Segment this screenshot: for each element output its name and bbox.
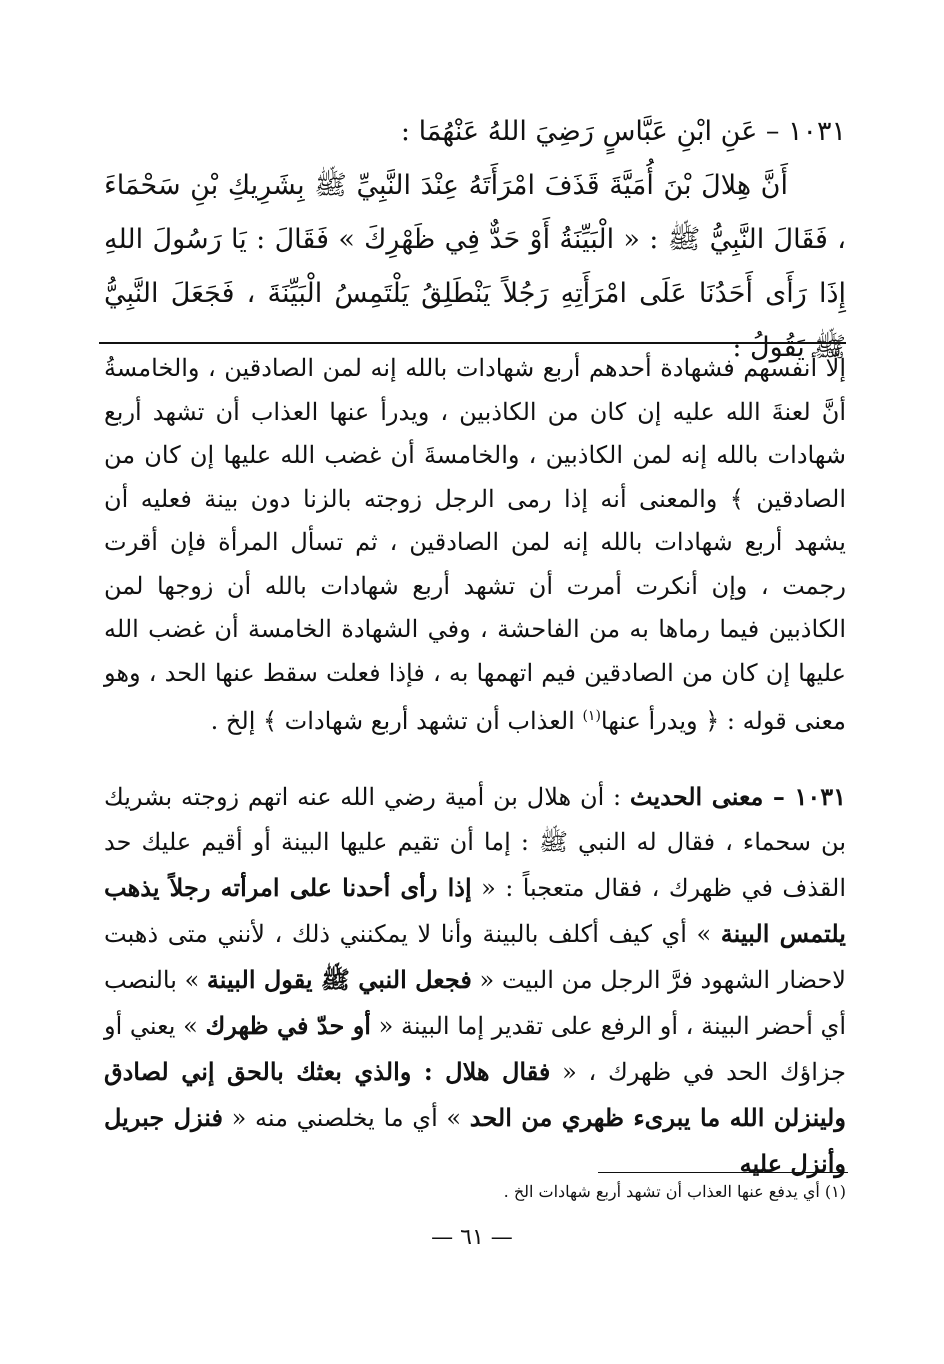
- hadith-text: أَنَّ هِلالَ بْنَ أُمَيَّةَ قَذَفَ امْرَأَتَهُ عِنْدَ النَّبِيِّ ﷺ بِشَرِيكِ بْنِ سَحْمَاءَ ، فَقَالَ النَّبِيُّ ﷺ : « الْبَيِّنَةُ أَوْ حَدٌّ فِي ظَهْرِكَ » فَقَالَ : يَا رَسُولَ اللهِ إِذَا رَأَى أَحَدُنَا عَلَى امْرَأَتِهِ رَجُلاً يَنْطَلِقُ يَلْتَمِسُ الْبَيِّنَةَ ، فَجَعَلَ النَّبِيُّ ﷺ يَقُولُ :: [104, 170, 846, 363]
- meaning-text-2: » أي كيف أكلف بالبينة وأنا لا يمكنني ذلك ، لأنني متى ذهبت لاحضار الشهود فرَّ الرجل من البيت «: [104, 920, 846, 994]
- footnote: (١) أي يدفع عنها العذاب أن تشهد أربع شهادات الخ .: [503, 1182, 846, 1201]
- meaning-text: [104, 774, 846, 1187]
- meaning-block: [104, 774, 846, 1187]
- meaning-text-5: » أي ما يخلصني منه «: [231, 1104, 462, 1132]
- meaning-quote-4: فقال هلال : والذي بعثك بالحق إني لصادق ولينزلن الله ما يبرىء ظهري من الحد: [104, 1057, 846, 1132]
- meaning-text-3: » بالنصب أي أحضر البينة ، أو الرفع على تقدير إما البينة «: [104, 966, 846, 1040]
- footnote-rule: [598, 1172, 848, 1173]
- page-number: — ٦١ —: [431, 1225, 513, 1250]
- hadith-heading: ١٠٣١ – عَنِ ابْنِ عَبَّاسٍ رَضِيَ اللهُ عَنْهُمَا :: [400, 116, 846, 147]
- commentary-block: [104, 347, 846, 744]
- meaning-heading: ١٠٣١ – معنى الحديث: [629, 782, 846, 811]
- meaning-quote-3: أو حدّ في ظهرك: [205, 1011, 371, 1040]
- meaning-quote-2: فجعل النبي ﷺ يقول البينة: [206, 965, 472, 994]
- meaning-quote-1: إذا رأى أحدنا على امرأته رجلاً يذهب يلتمس البينة: [104, 873, 846, 948]
- meaning-quote-5: فنزل جبريل وأنزل عليه: [104, 1103, 846, 1178]
- commentary-text-a: إلّا أنفسهم فشهادة أحدهم أربع شهادات بالله إنه لمن الصادقين ، والخامسةُ أنَّ لعنةَ الله عليه إن كان من الكاذبين ، ويدرأ عنها العذاب أن تشهد أربع شهادات بالله إنه لمن الكاذبين ، والخامسةَ أن غضب الله عليها إن كان من الصادقين ﴾ والمعنى أنه إذا رمى الرجل زوجته بالزنا دون بينة فعليه أن يشهد أربع شهادات بالله إنه لمن الصادقين ، ثم تسأل المرأة فإن أقرت رجمت ، وإن أنكرت أمرت أن تشهد أربع شهادات بالله أن زوجها لمن الكاذبين فيما رماها به من الفاحشة ، وفي الشهادة الخامسة أن غضب الله عليها إن كان من الصادقين فيم اتهمها به ، فإذا فعلت سقط عنها الحد ، وهو معنى قوله : ﴿ ويدرأ عنها: [104, 354, 846, 735]
- meaning-text-4: » يعني أو جزاؤك الحد في ظهرك ، «: [104, 1012, 846, 1086]
- hadith-block: [104, 105, 846, 375]
- separator-rule: [99, 342, 846, 344]
- footnote-mark: (١): [582, 708, 601, 724]
- commentary-text: [104, 347, 846, 744]
- commentary-text-b: العذاب أن تشهد أربع شهادات ﴾ إلخ .: [210, 707, 575, 735]
- meaning-text-1: : أن هلال بن أمية رضي الله عنه اتهم زوجته بشريك بن سحماء ، فقال له النبي ﷺ : إما أن تقيم عليها البينة أو أقيم عليك حد القذف في ظهرك ، فقال متعجباً : «: [104, 783, 846, 902]
